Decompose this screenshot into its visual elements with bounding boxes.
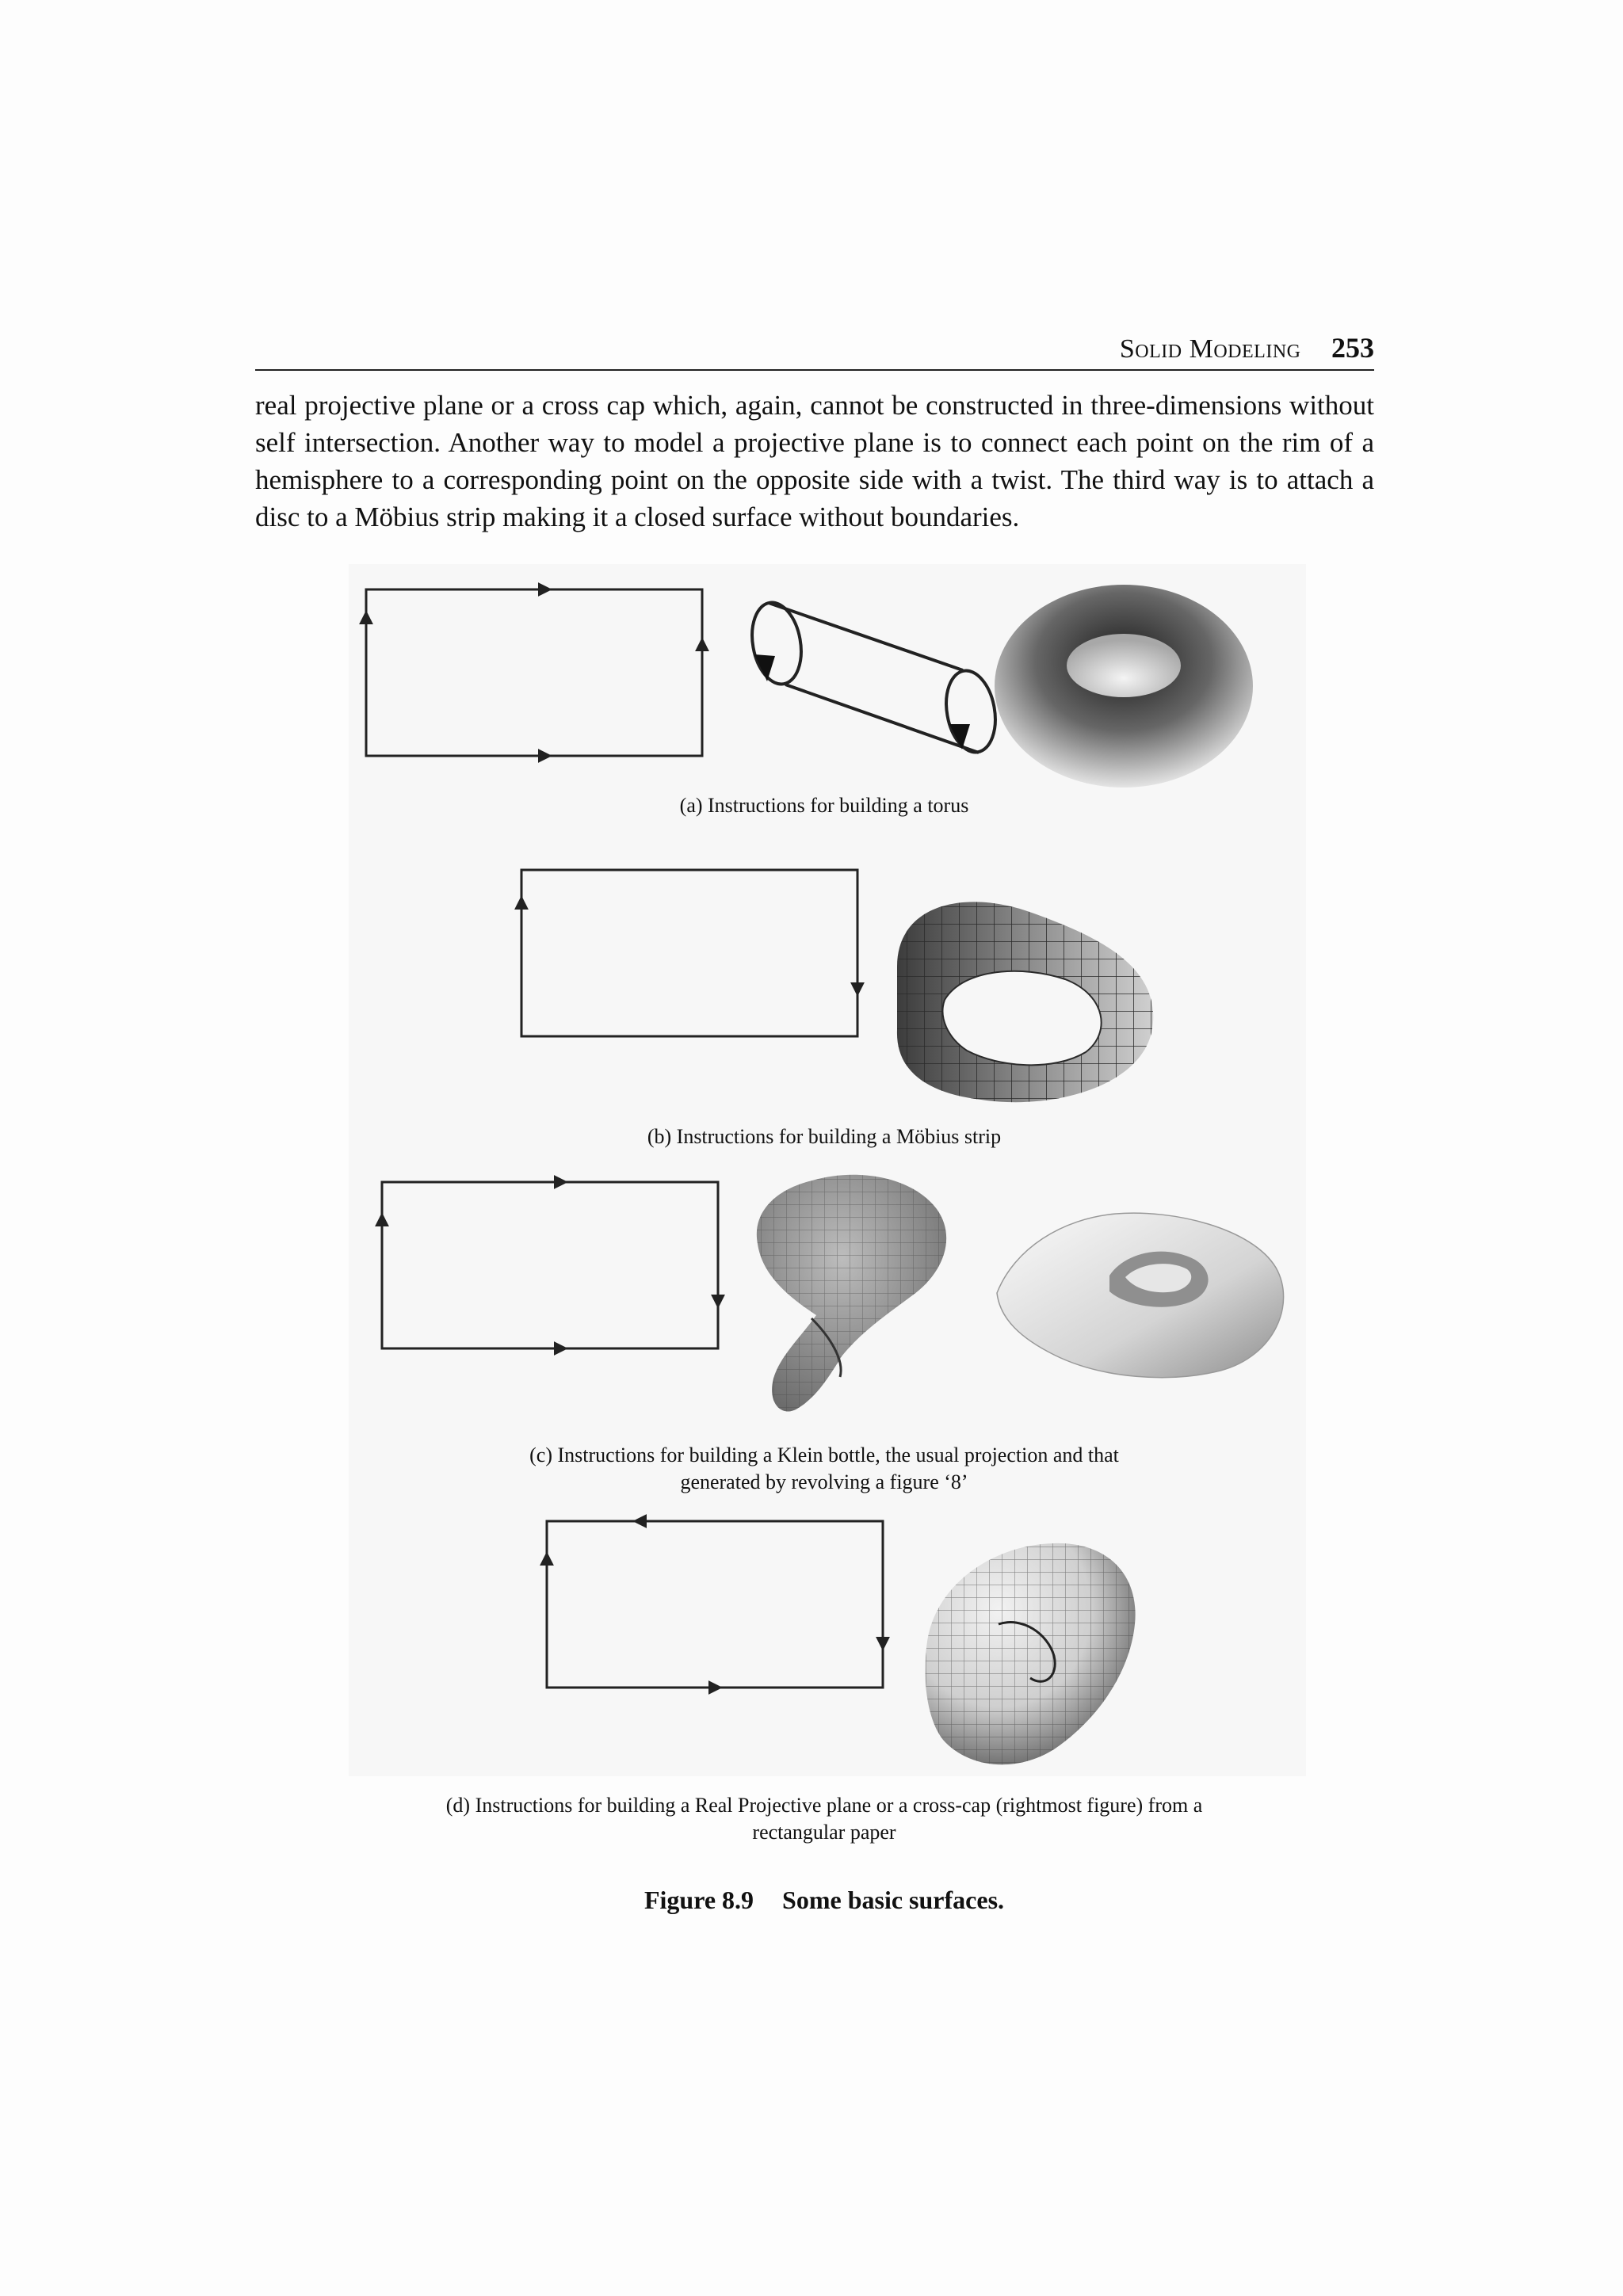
running-head-title: Solid Modeling — [1119, 334, 1301, 364]
caption-d — [380, 1792, 1268, 1846]
caption-c-line2: generated by revolving a figure ‘8’ — [680, 1470, 968, 1493]
figure-title — [507, 1886, 1141, 1915]
figure-label: Figure 8.9 — [643, 1886, 754, 1914]
caption-d-line1: (d) Instructions for building a Real Projective plane or a cross-cap (rightmost figure) from a — [445, 1794, 1203, 1817]
page-number: 253 — [1331, 332, 1374, 364]
mobius-rectangle — [521, 870, 857, 1036]
figure-title-text: Some basic surfaces. — [782, 1886, 1005, 1914]
caption-a: (a) Instructions for building a torus — [679, 794, 969, 817]
caption-c — [468, 1442, 1181, 1496]
figure-eight-klein-surface — [997, 1213, 1284, 1378]
projective-plane-rectangle — [547, 1521, 883, 1688]
klein-rectangle — [382, 1182, 718, 1348]
torus-surface — [995, 585, 1253, 788]
body-paragraph: real projective plane or a cross cap which, again, cannot be constructed in three-dimensions without self intersection. Another way to model a projective plane is to connect each point on the rim of a hemisphere to a corresponding point on the opposite side with a twist. The third way is to attach a disc to a Möbius strip making it a closed surface without boundaries. — [255, 390, 1374, 532]
caption-c-line1: (c) Instructions for building a Klein bottle, the usual projection and that — [529, 1444, 1119, 1466]
klein-bottle-surface — [757, 1175, 946, 1412]
caption-b: (b) Instructions for building a Möbius strip — [647, 1125, 1002, 1148]
torus-rectangle — [366, 589, 702, 756]
cross-cap-surface — [925, 1543, 1135, 1764]
mobius-strip-surface — [897, 902, 1153, 1102]
caption-d-line2: rectangular paper — [752, 1821, 896, 1844]
cylinder-drawing — [746, 599, 1001, 757]
